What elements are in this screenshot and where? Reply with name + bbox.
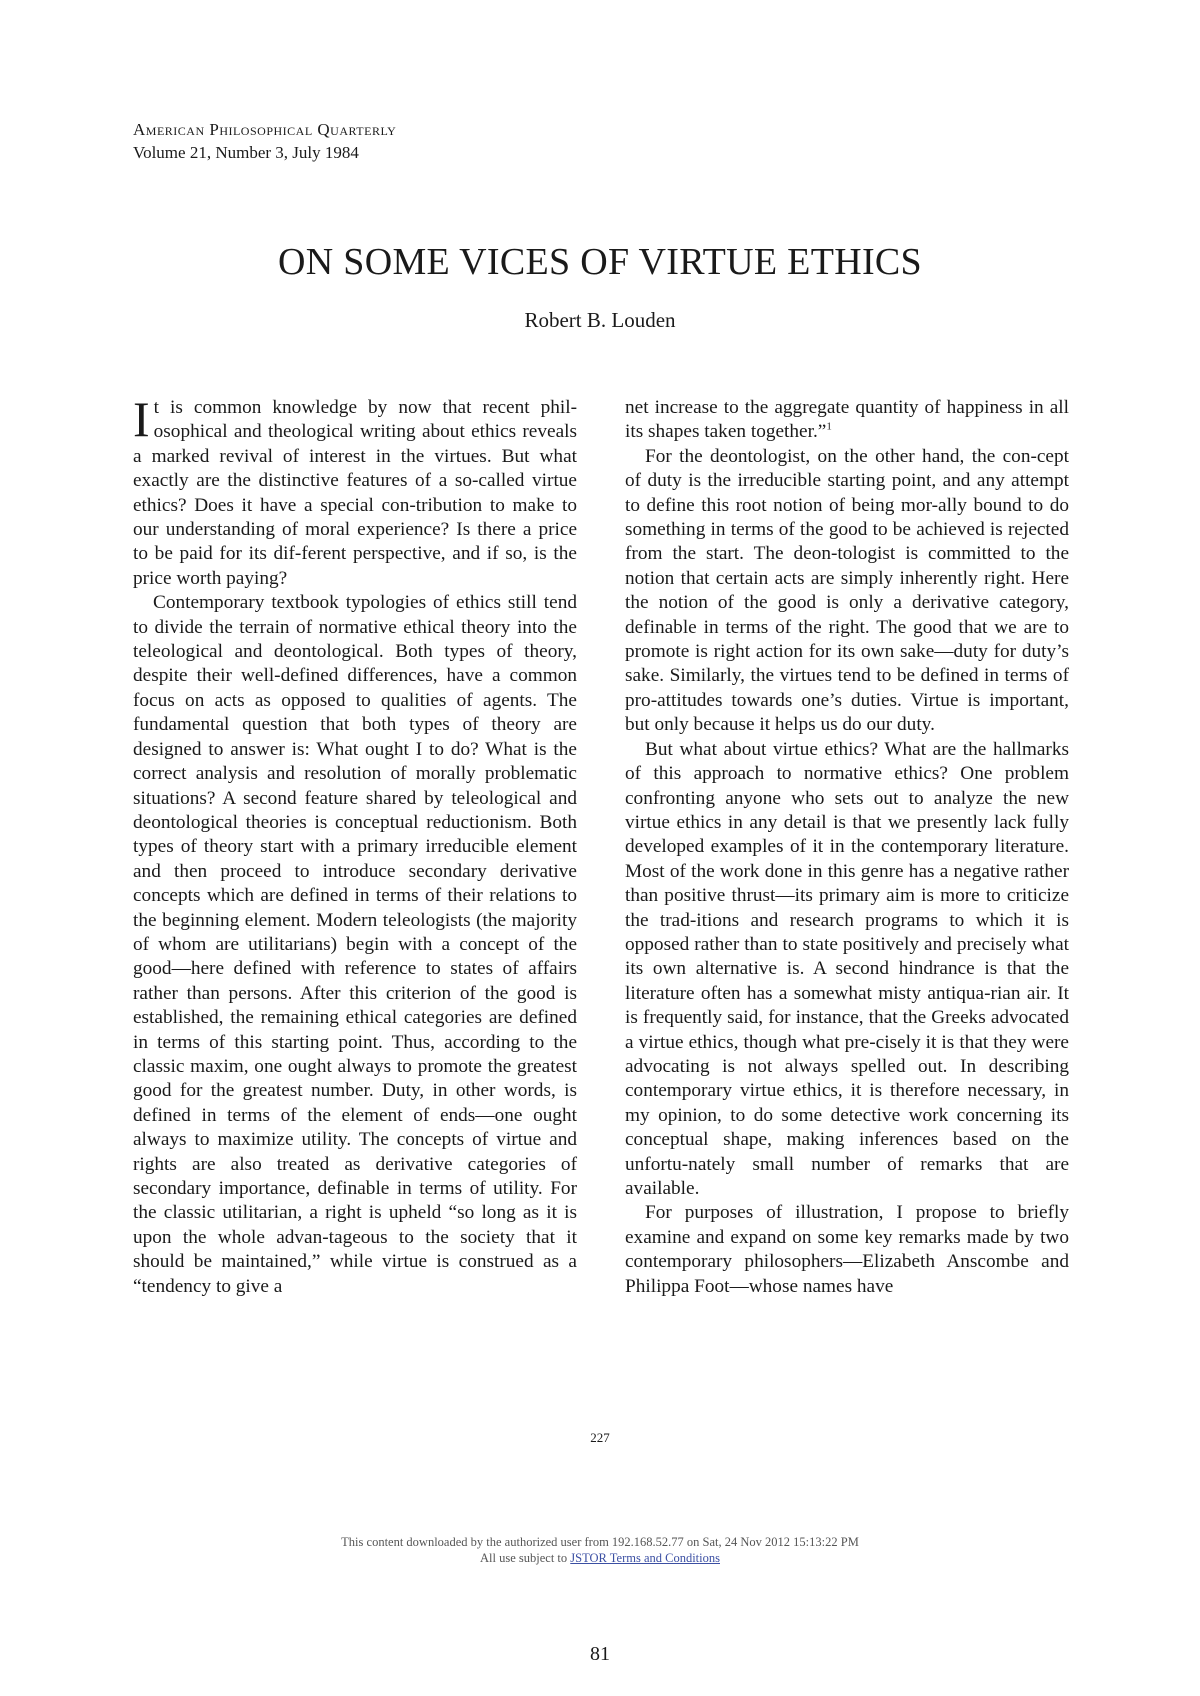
journal-name: American Philosophical Quarterly <box>133 120 397 139</box>
left-column <box>133 391 577 1299</box>
paragraph: For the deontologist, on the other hand, the con-cept of duty is the irreducible starting point, and any attempt to define this root notion of being mor-ally bound to do something in terms of the good to be achieved is rejected from the start. The deon-tologist is committed to the notion that certain acts are simply inherently right. Here the notion of the good is only a derivative category, definable in terms of the right. The good that we are to promote is right action for its own sake—duty for duty’s sake. Similarly, the virtues tend to be defined in terms of pro-attitudes towards one’s duties. Virtue is important, but only because it helps us do our duty. <box>625 445 1069 736</box>
right-column <box>625 396 1069 1299</box>
journal-volume: Volume 21, Number 3, July 1984 <box>133 143 359 162</box>
sheet-number: 81 <box>590 1643 610 1665</box>
drop-cap: I <box>133 391 150 447</box>
paragraph-text: net increase to the aggregate quantity of happiness in all its shapes taken together.” <box>625 397 1069 443</box>
paragraph-text: t is common knowledge by now that recent phil-osophical and theological writing about ethics reveals a marked revival of interest in the virtues. But what exactly are the distinctive features of a so-called virtue ethics? Does it have a special con-tribution to make to our understanding of moral experience? Is there a price to be paid for its dif-ferent perspective, and if so, is the price worth paying? <box>133 397 577 589</box>
article-title: ON SOME VICES OF VIRTUE ETHICS <box>278 241 922 283</box>
terms-prefix: All use subject to <box>480 1551 568 1565</box>
article-author: Robert B. Louden <box>524 308 676 332</box>
page-number: 227 <box>590 1430 610 1445</box>
journal-header <box>133 118 396 164</box>
terms-line <box>0 1550 1200 1566</box>
paragraph: But what about virtue ethics? What are the hallmarks of this approach to normative ethics? One problem confronting anyone who sets out to analyze the new virtue ethics in any detail is that we presently lack fully developed examples of it in the contemporary literature. Most of the work done in this genre has a negative rather than positive thrust—its primary aim is more to criticize the trad-itions and research programs to which it is opposed rather than to state positively and precisely what its own alternative is. A second hindrance is that the literature often has a somewhat misty antiqua-rian air. It is frequently said, for instance, that the Greeks advocated a virtue ethics, though what pre-cisely it is that they were advocating is not always spelled out. In describing contemporary virtue ethics, it is therefore necessary, in my opinion, to do some detective work concerning its conceptual shape, making inferences based on the unfortu-nately small number of remarks that are available. <box>625 738 1069 1199</box>
footnote-mark: 1 <box>826 420 832 433</box>
paragraph: For purposes of illustration, I propose to briefly examine and expand on some key remarks made by two contemporary philosophers—Elizabeth Anscombe and Philippa Foot—whose names have <box>625 1202 1069 1297</box>
download-notice <box>0 1534 1200 1566</box>
download-notice-line: This content downloaded by the authorized user from 192.168.52.77 on Sat, 24 Nov 2012 15:13:22 PM <box>341 1535 859 1549</box>
paragraph <box>133 391 577 591</box>
paragraph: Contemporary textbook typologies of ethics still tend to divide the terrain of normative ethical theory into the teleological and deontological. Both types of theory, despite their well-defined differences, have a common focus on acts as opposed to qualities of agents. The fundamental question that both types of theory are designed to answer is: What ought I to do? What is the correct analysis and resolution of morally problematic situations? A second feature shared by teleological and deontological theories is conceptual reductionism. Both types of theory start with a primary irreducible element and then proceed to introduce secondary derivative concepts which are defined in terms of their relations to the beginning element. Modern teleologists (the majority of whom are utilitarians) begin with a concept of the good—here defined with reference to states of affairs rather than persons. After this criterion of the good is established, the remaining ethical categories are defined in terms of this starting point. Thus, according to the classic maxim, one ought always to promote the greatest good for the greatest number. Duty, in other words, is defined in terms of the element of ends—one ought always to maximize utility. The concepts of virtue and rights are also treated as derivative categories of secondary importance, definable in terms of utility. For the classic utilitarian, a right is upheld “so long as it is upon the whole advan-tageous to the society that it should be maintained,” while virtue is construed as a “tendency to give a <box>133 592 577 1297</box>
jstor-terms-link[interactable]: JSTOR Terms and Conditions <box>570 1551 720 1565</box>
paragraph <box>625 396 1069 445</box>
